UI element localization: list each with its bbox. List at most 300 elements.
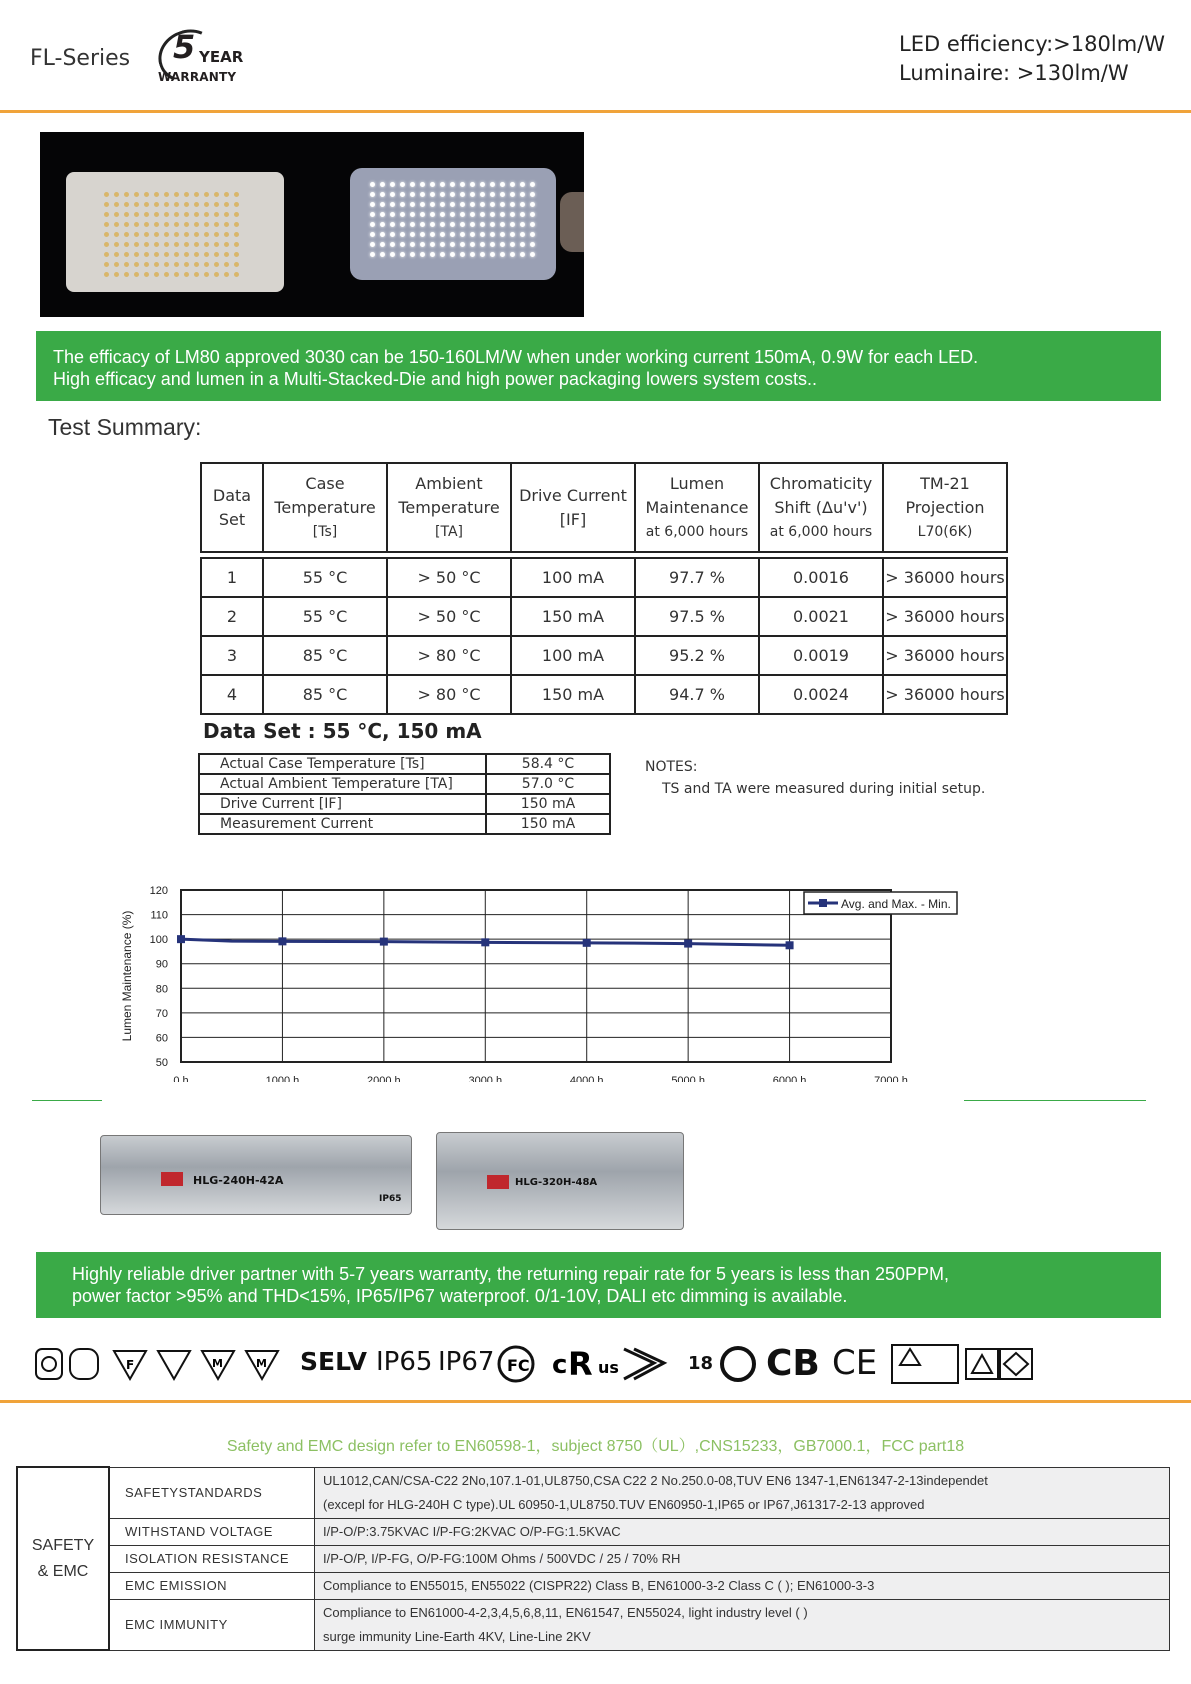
- led-dot: [430, 222, 435, 227]
- led-dot: [530, 232, 535, 237]
- led-dot: [214, 212, 219, 217]
- led-dot: [144, 212, 149, 217]
- table-cell: 85 °C: [263, 636, 387, 675]
- led-dot: [194, 212, 199, 217]
- table-cell: 0.0016: [759, 558, 883, 597]
- table-cell: 85 °C: [263, 675, 387, 714]
- led-dot: [470, 202, 475, 207]
- led-dot: [420, 232, 425, 237]
- led-dot: [430, 252, 435, 257]
- led-dot: [174, 222, 179, 227]
- test-summary-header: [883, 463, 1007, 552]
- led-dot: [124, 222, 129, 227]
- legend-marker: [819, 899, 827, 907]
- led-dot: [380, 182, 385, 187]
- led-dot: [164, 272, 169, 277]
- led-dot: [154, 252, 159, 257]
- led-dot: [500, 242, 505, 247]
- led-dot: [204, 192, 209, 197]
- cert-ip65: IP65: [376, 1347, 433, 1377]
- led-dot: [520, 202, 525, 207]
- led-dot: [114, 202, 119, 207]
- led-dot: [144, 242, 149, 247]
- led-dot: [204, 212, 209, 217]
- led-dot: [134, 202, 139, 207]
- led-dot: [184, 262, 189, 267]
- led-dot: [104, 262, 109, 267]
- led-dot: [490, 242, 495, 247]
- x-tick-label: 2000 h: [367, 1075, 401, 1082]
- led-dot: [520, 182, 525, 187]
- led-dot: [470, 232, 475, 237]
- led-dot: [114, 222, 119, 227]
- safety-key: EMC IMMUNITY: [109, 1599, 315, 1650]
- data-set-label: Measurement Current: [199, 814, 486, 834]
- test-summary-header: [511, 463, 635, 552]
- led-dot: [490, 212, 495, 217]
- lumen-maintenance-chart: [115, 872, 975, 1082]
- table-cell: > 50 °C: [387, 558, 511, 597]
- led-dot: [400, 252, 405, 257]
- data-point: [583, 939, 591, 947]
- y-tick-label: 120: [149, 885, 168, 897]
- led-dot: [420, 242, 425, 247]
- led-dot: [124, 192, 129, 197]
- led-dot: [390, 222, 395, 227]
- x-tick-label: 0 h: [173, 1075, 189, 1082]
- warranty-logo: [155, 28, 247, 86]
- safety-value: [315, 1467, 1170, 1518]
- led-dot: [214, 252, 219, 257]
- safety-row: [17, 1545, 1170, 1572]
- safety-row: [17, 1599, 1170, 1650]
- led-dot: [164, 262, 169, 267]
- y-tick-label: 90: [155, 958, 168, 971]
- x-tick-label: 6000 h: [772, 1075, 807, 1082]
- led-dot: [520, 232, 525, 237]
- data-set-label: Drive Current [IF]: [199, 794, 486, 814]
- data-set-table: [198, 753, 611, 835]
- driver-banner: [36, 1252, 1161, 1318]
- led-dot: [174, 272, 179, 277]
- led-dot: [104, 272, 109, 277]
- led-dot: [400, 222, 405, 227]
- test-summary-table: [200, 462, 1008, 715]
- led-dot: [390, 252, 395, 257]
- certification-logos: [34, 1343, 1044, 1385]
- x-tick-label: 7000 h: [874, 1075, 908, 1082]
- notes: [645, 756, 985, 800]
- led-dot: [520, 242, 525, 247]
- led-dot: [104, 252, 109, 257]
- safety-value-line: (excepl for HLG-240H C type).UL 60950-1,UL8750.TUV EN60950-1,IP65 or IP67,J61317-2-13 approved: [323, 1496, 925, 1512]
- led-dot: [114, 192, 119, 197]
- led-dot: [410, 242, 415, 247]
- led-dot: [500, 202, 505, 207]
- led-dot: [144, 192, 149, 197]
- svg-text:FC: FC: [507, 1356, 530, 1375]
- led-dot: [410, 192, 415, 197]
- data-set-title: Data Set : 55 °C, 150 mA: [203, 719, 482, 743]
- led-dot: [114, 242, 119, 247]
- led-dot: [104, 202, 109, 207]
- led-dot: [400, 232, 405, 237]
- led-dot: [380, 202, 385, 207]
- cert-ip67: IP67: [438, 1347, 495, 1377]
- led-dot: [520, 222, 525, 227]
- led-dot: [500, 192, 505, 197]
- led-dot: [510, 192, 515, 197]
- led-dot: [430, 242, 435, 247]
- led-dot: [380, 242, 385, 247]
- table-cell: > 36000 hours: [883, 636, 1007, 675]
- safety-key: EMC EMISSION: [109, 1572, 315, 1599]
- led-dot: [194, 242, 199, 247]
- led-dot: [214, 272, 219, 277]
- led-dot: [430, 202, 435, 207]
- data-set-label: Actual Ambient Temperature [TA]: [199, 774, 486, 794]
- led-dot: [480, 182, 485, 187]
- driver-model-2: HLG-320H-48A: [515, 1177, 598, 1188]
- led-dot: [480, 202, 485, 207]
- data-set-row: [199, 754, 610, 774]
- test-summary-header: [635, 463, 759, 552]
- data-point: [278, 937, 286, 945]
- header-line: Maintenance: [645, 497, 749, 517]
- led-dot: [144, 202, 149, 207]
- led-dot: [184, 232, 189, 237]
- led-dot: [380, 222, 385, 227]
- led-dot: [430, 232, 435, 237]
- led-dot: [204, 252, 209, 257]
- led-dot: [470, 222, 475, 227]
- led-dot: [510, 232, 515, 237]
- led-dot: [234, 272, 239, 277]
- led-dot: [154, 212, 159, 217]
- y-axis-label: Lumen Maintenance (%): [120, 910, 134, 1042]
- efficacy-line-1: The efficacy of LM80 approved 3030 can be 150-160LM/W when under working current 150mA, 0.9W for each LED.: [53, 347, 979, 367]
- table-cell: 150 mA: [511, 675, 635, 714]
- led-dot: [214, 232, 219, 237]
- led-dot: [370, 232, 375, 237]
- table-row: [201, 675, 1007, 714]
- led-dot: [234, 222, 239, 227]
- led-dot: [154, 232, 159, 237]
- led-dot: [440, 242, 445, 247]
- efficacy-line-2: High efficacy and lumen in a Multi-Stacked-Die and high power packaging lowers system costs..: [53, 369, 818, 389]
- led-dot: [234, 192, 239, 197]
- led-dot: [470, 192, 475, 197]
- cert-tuv-icon: [890, 1343, 1050, 1385]
- led-dot: [204, 232, 209, 237]
- divider-left: [32, 1100, 102, 1101]
- led-dot: [520, 252, 525, 257]
- svg-text:us: us: [598, 1358, 619, 1377]
- header-line: L70(6K): [917, 523, 973, 540]
- led-dot: [164, 242, 169, 247]
- hand-image: [560, 192, 584, 252]
- led-dot: [530, 212, 535, 217]
- led-dot: [184, 272, 189, 277]
- led-dot: [184, 212, 189, 217]
- series-name: FL-Series: [30, 46, 131, 71]
- led-dot: [164, 192, 169, 197]
- led-dot: [184, 242, 189, 247]
- driver-line-2: power factor >95% and THD<15%, IP65/IP67 waterproof. 0/1-10V, DALI etc dimming is available.: [72, 1286, 848, 1306]
- led-dot: [194, 202, 199, 207]
- led-dot: [510, 222, 515, 227]
- safety-value-line: UL1012,CAN/CSA-C22 2No,107.1-01,UL8750,CSA C22 2 No.250.0-08,TUV EN6 1347-1,EN61347-2-13independet: [323, 1472, 988, 1488]
- led-dot: [134, 262, 139, 267]
- table-cell: > 80 °C: [387, 675, 511, 714]
- notes-title: NOTES:: [645, 759, 698, 775]
- led-dot: [234, 242, 239, 247]
- header-line: [TA]: [435, 523, 463, 540]
- led-dot: [490, 222, 495, 227]
- led-dot: [134, 192, 139, 197]
- led-dot: [174, 202, 179, 207]
- header-line: [IF]: [559, 509, 587, 529]
- led-dot: [124, 242, 129, 247]
- safety-note: Safety and EMC design refer to EN60598-1，subject 8750（UL）,CNS15233，GB7000.1，FCC part18: [226, 1438, 965, 1455]
- led-dot: [134, 252, 139, 257]
- led-dot: [390, 212, 395, 217]
- x-tick-label: 1000 h: [265, 1075, 300, 1082]
- data-set-row: [199, 794, 610, 814]
- svg-text:M: M: [212, 1357, 223, 1370]
- header-line: Case: [305, 473, 345, 493]
- table-cell: 1: [201, 558, 263, 597]
- led-dot: [520, 212, 525, 217]
- led-dot: [440, 182, 445, 187]
- led-dot: [184, 202, 189, 207]
- led-dot: [134, 272, 139, 277]
- led-dot: [490, 182, 495, 187]
- led-dot: [214, 222, 219, 227]
- led-dot: [134, 242, 139, 247]
- led-dot: [184, 252, 189, 257]
- led-dot: [194, 262, 199, 267]
- led-dot: [164, 202, 169, 207]
- data-point: [786, 941, 794, 949]
- header-line: Data: [212, 485, 252, 505]
- driver-image-2: [436, 1132, 684, 1230]
- table-row: [201, 558, 1007, 597]
- led-dot: [164, 212, 169, 217]
- led-dot: [154, 202, 159, 207]
- data-set-row: [199, 814, 610, 834]
- y-tick-label: 110: [150, 909, 168, 922]
- y-tick-label: 100: [149, 934, 168, 947]
- data-set-value: 57.0 °C: [486, 774, 610, 794]
- test-summary-header: [263, 463, 387, 552]
- table-cell: 0.0024: [759, 675, 883, 714]
- led-dot: [510, 212, 515, 217]
- led-dot: [134, 232, 139, 237]
- header-rule: [0, 110, 1191, 113]
- y-tick-label: 50: [155, 1057, 168, 1069]
- led-dot: [380, 212, 385, 217]
- led-dot: [174, 232, 179, 237]
- led-dot: [430, 192, 435, 197]
- led-dot: [500, 182, 505, 187]
- led-dot: [204, 272, 209, 277]
- led-dot: [114, 272, 119, 277]
- table-cell: 55 °C: [263, 597, 387, 636]
- led-dot: [134, 222, 139, 227]
- led-dot: [124, 252, 129, 257]
- table-cell: 94.7 %: [635, 675, 759, 714]
- led-dot: [460, 212, 465, 217]
- led-dot: [480, 192, 485, 197]
- svg-text:c: c: [552, 1350, 568, 1380]
- led-dot: [104, 232, 109, 237]
- led-dot: [470, 182, 475, 187]
- table-cell: > 36000 hours: [883, 558, 1007, 597]
- table-cell: 97.5 %: [635, 597, 759, 636]
- led-dot: [410, 222, 415, 227]
- divider-right: [964, 1100, 1146, 1101]
- led-dot: [410, 182, 415, 187]
- table-cell: 2: [201, 597, 263, 636]
- led-dot: [184, 222, 189, 227]
- data-point: [177, 935, 185, 943]
- category-line: SAFETY: [31, 1536, 95, 1554]
- test-summary-title: Test Summary:: [48, 414, 202, 440]
- cert-selv: SELV: [300, 1347, 367, 1376]
- led-dot: [204, 262, 209, 267]
- led-dot: [224, 262, 229, 267]
- led-dot: [460, 242, 465, 247]
- footer-rule: [0, 1400, 1191, 1403]
- led-dot: [490, 232, 495, 237]
- header-line: at 6,000 hours: [769, 523, 873, 540]
- led-dot: [530, 182, 535, 187]
- led-dot: [490, 252, 495, 257]
- led-dot: [144, 222, 149, 227]
- driver-line-1: Highly reliable driver partner with 5-7 years warranty, the returning repair rate for 5 years is less than 250PPM,: [72, 1264, 950, 1284]
- header-line: at 6,000 hours: [645, 523, 749, 540]
- led-dot: [194, 272, 199, 277]
- led-dot: [174, 252, 179, 257]
- led-dot: [530, 202, 535, 207]
- table-cell: 150 mA: [511, 597, 635, 636]
- led-dot: [164, 222, 169, 227]
- led-dot: [114, 212, 119, 217]
- led-dot: [410, 252, 415, 257]
- header-line: Ambient: [415, 473, 483, 493]
- led-dot: [440, 202, 445, 207]
- led-dot: [234, 232, 239, 237]
- led-dot: [530, 222, 535, 227]
- table-row: [201, 636, 1007, 675]
- data-point: [380, 938, 388, 946]
- led-dot: [410, 212, 415, 217]
- led-dot: [174, 242, 179, 247]
- led-dot: [430, 182, 435, 187]
- x-tick-label: 4000 h: [569, 1075, 604, 1082]
- led-dot: [440, 212, 445, 217]
- svg-text:M: M: [256, 1357, 267, 1370]
- led-dot: [144, 272, 149, 277]
- led-module-photo: [40, 132, 584, 317]
- led-dot: [184, 192, 189, 197]
- safety-row: [17, 1518, 1170, 1545]
- table-cell: > 50 °C: [387, 597, 511, 636]
- led-dot: [370, 202, 375, 207]
- led-dot: [460, 192, 465, 197]
- cert-symbols-icon: [34, 1343, 294, 1385]
- led-dot: [104, 242, 109, 247]
- led-dot: [224, 242, 229, 247]
- plot-frame: [181, 890, 891, 1062]
- led-dot: [380, 252, 385, 257]
- led-dot: [440, 222, 445, 227]
- led-dot: [450, 222, 455, 227]
- led-dot: [194, 222, 199, 227]
- led-dot: [370, 252, 375, 257]
- header-line: Drive Current: [519, 485, 627, 505]
- safety-value: [315, 1518, 1170, 1545]
- chart-svg: [115, 872, 975, 1082]
- safety-key: SAFETYSTANDARDS: [109, 1467, 315, 1518]
- led-dot: [104, 192, 109, 197]
- table-cell: 3: [201, 636, 263, 675]
- led-dot: [114, 262, 119, 267]
- table-cell: 100 mA: [511, 558, 635, 597]
- safety-value-line: I/P-O/P:3.75KVAC I/P-FG:2KVAC O/P-FG:1.5KVAC: [323, 1523, 621, 1539]
- table-row: [201, 597, 1007, 636]
- led-dot: [194, 232, 199, 237]
- led-dot: [104, 212, 109, 217]
- led-dot: [390, 192, 395, 197]
- led-dot: [460, 202, 465, 207]
- led-dot: [144, 252, 149, 257]
- led-dot: [164, 232, 169, 237]
- led-dot: [124, 272, 129, 277]
- led-dot: [174, 262, 179, 267]
- led-dot: [530, 242, 535, 247]
- safety-key: WITHSTAND VOLTAGE: [109, 1518, 315, 1545]
- cert-ccc-icon: [718, 1343, 758, 1385]
- header-line: [Ts]: [312, 523, 338, 540]
- led-dot: [400, 192, 405, 197]
- table-cell: > 36000 hours: [883, 675, 1007, 714]
- led-dot: [174, 212, 179, 217]
- led-dot: [204, 222, 209, 227]
- driver-model-1: HLG-240H-42A: [193, 1174, 284, 1187]
- safety-row: [17, 1467, 1170, 1518]
- safety-value: [315, 1599, 1170, 1650]
- led-dot: [450, 232, 455, 237]
- cert-ce: CE: [832, 1343, 878, 1383]
- table-cell: 55 °C: [263, 558, 387, 597]
- data-set-value: 150 mA: [486, 794, 610, 814]
- led-dot: [430, 212, 435, 217]
- safety-key: ISOLATION RESISTANCE: [109, 1545, 315, 1572]
- led-dot: [400, 182, 405, 187]
- led-dot: [114, 252, 119, 257]
- x-tick-label: 3000 h: [468, 1075, 503, 1082]
- led-dot: [470, 212, 475, 217]
- led-dot: [224, 272, 229, 277]
- led-dot: [400, 202, 405, 207]
- led-dot: [214, 262, 219, 267]
- led-dot: [154, 262, 159, 267]
- category-line: & EMC: [37, 1562, 89, 1580]
- cert-cb: CB: [766, 1343, 820, 1384]
- safety-value-line: surge immunity Line-Earth 4KV, Line-Line 2KV: [323, 1628, 591, 1644]
